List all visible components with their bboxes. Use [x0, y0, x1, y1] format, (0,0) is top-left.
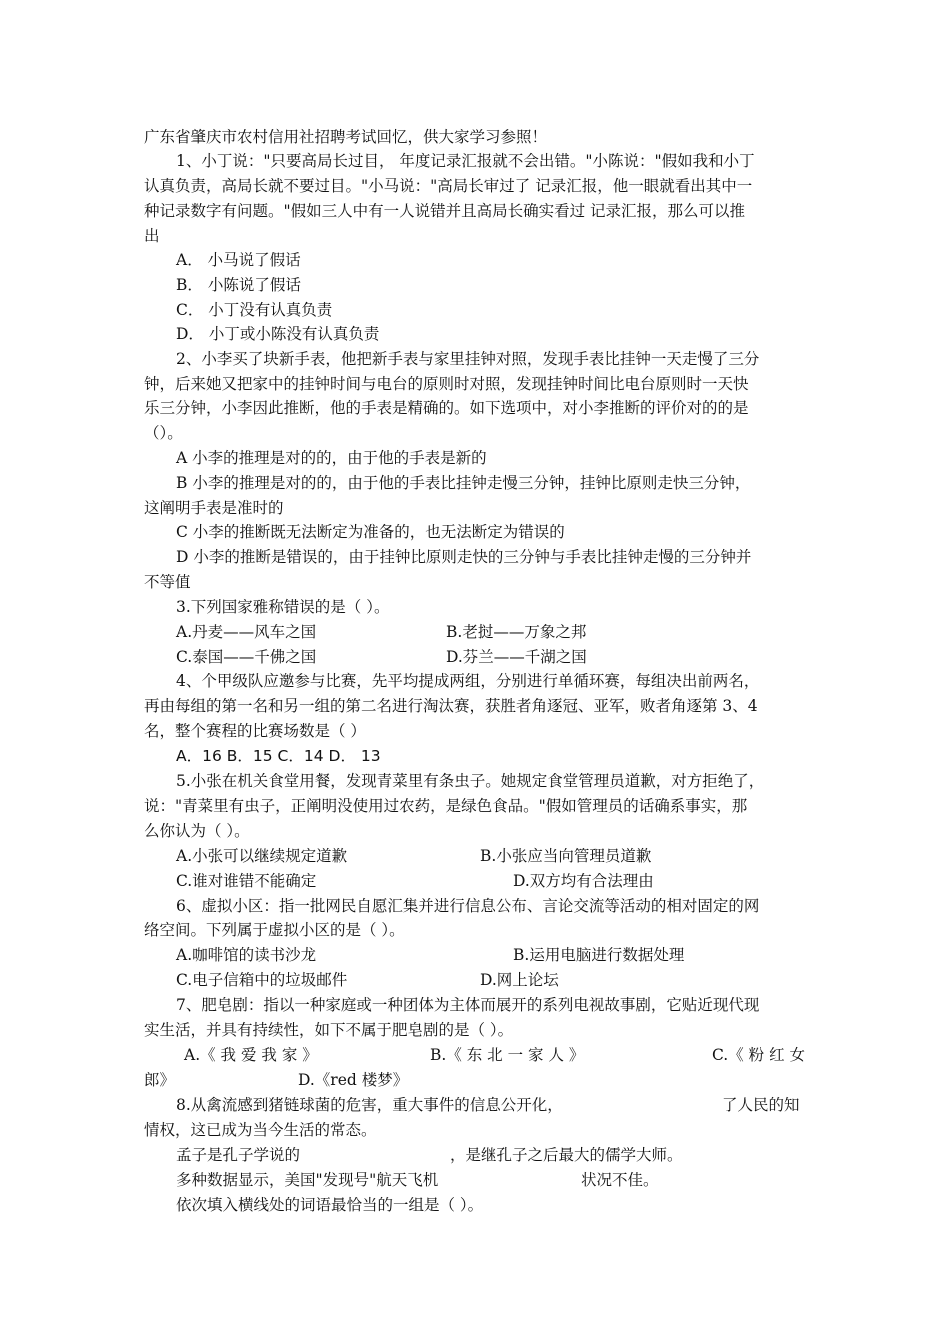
q7-option-c: C.《 粉 红 女	[712, 1046, 806, 1064]
q1-option-b: B． 小陈说了假话	[176, 276, 301, 294]
q4-stem-line-3: 名，整个赛程的比赛场数是（ ）	[144, 722, 366, 740]
q2-stem-line-4: （）。	[144, 424, 183, 442]
q7-stem-line-1: 7、肥皂剧：指以一种家庭或一种团体为主体而展开的系列电视故事剧，它贴近现代现	[176, 996, 760, 1014]
q7-option-d: D.《red 楼梦》	[298, 1071, 409, 1089]
q7-option-b: B.《 东 北 一 家 人 》	[430, 1046, 585, 1064]
q8-instruction: 依次填入横线处的词语最恰当的一组是（ ）。	[176, 1196, 484, 1214]
q2-option-c: C 小李的推断既无法断定为准备的，也无法断定为错误的	[176, 523, 565, 541]
q1-stem-line-3: 种记录数字有问题。"假如三人中有一人说错并且高局长确实看过 记录汇报，那么可以推	[144, 202, 746, 220]
q5-stem-line-1: 5.小张在机关食堂用餐，发现青菜里有条虫子。她规定食堂管理员道歉，对方拒绝了，	[176, 772, 765, 790]
intro-line: 广东省肇庆市农村信用社招聘考试回忆，供大家学习参照！	[144, 128, 548, 146]
q2-option-a: A 小李的推理是对的的，由于他的手表是新的	[176, 449, 487, 467]
q6-stem-line-2: 络空间。下列属于虚拟小区的是（ ）。	[144, 921, 405, 939]
q6-stem-line-1: 6、虚拟小区：指一批网民自愿汇集并进行信息公布、言论交流等活动的相对固定的网	[176, 897, 760, 915]
q6-option-b: B.运用电脑进行数据处理	[513, 946, 685, 964]
q8-stem-line-2: 情权，这已成为当今生活的常态。	[144, 1121, 377, 1139]
q8-stem-line-1a: 8.从禽流感到猪链球菌的危害，重大事件的信息公开化，	[176, 1096, 563, 1114]
q8-stem-line-1b: 了人民的知	[722, 1096, 800, 1114]
q1-option-c: C． 小丁没有认真负责	[176, 301, 333, 319]
q5-option-b: B.小张应当向管理员道歉	[480, 847, 652, 865]
q1-stem-line-1: 1、小丁说："只要高局长过目， 年度记录汇报就不会出错。"小陈说："假如我和小丁	[176, 152, 755, 170]
q5-option-d: D.双方均有合法理由	[513, 872, 654, 890]
q5-stem-line-3: 么你认为（ ）。	[144, 822, 250, 840]
q6-option-c: C.电子信箱中的垃圾邮件	[176, 971, 348, 989]
q3-stem: 3.下列国家雅称错误的是（ ）。	[176, 598, 390, 616]
q2-option-d-line-2: 不等值	[144, 573, 191, 591]
q8-sentence-2a: 孟子是孔子学说的	[176, 1146, 301, 1164]
q7-option-c-cont: 郎》	[144, 1071, 176, 1089]
q6-option-d: D.网上论坛	[480, 971, 559, 989]
q1-option-d: D． 小丁或小陈没有认真负责	[176, 325, 380, 343]
q3-option-c: C.泰国——千佛之国	[176, 648, 317, 666]
q5-option-a: A.小张可以继续规定道歉	[176, 847, 348, 865]
q2-option-d-line-1: D 小李的推断是错误的，由于挂钟比原则走快的三分钟与手表比挂钟走慢的三分钟并	[176, 548, 752, 566]
q3-option-a: A.丹麦——风车之国	[176, 623, 317, 641]
q6-option-a: A.咖啡馆的读书沙龙	[176, 946, 317, 964]
q4-options: A．16 B．15 C．14 D． 13	[176, 747, 381, 765]
q8-sentence-2b: ，是继孔子之后最大的儒学大师。	[450, 1146, 683, 1164]
q8-sentence-3a: 多种数据显示，美国"发现号"航天飞机	[176, 1171, 439, 1189]
q1-stem-line-2: 认真负责，高局长就不要过目。"小马说："高局长审过了 记录汇报，他一眼就看出其中一	[144, 177, 753, 195]
q7-option-a: A.《 我 爱 我 家 》	[184, 1046, 318, 1064]
q3-option-d: D.芬兰——千湖之国	[446, 648, 587, 666]
q5-option-c: C.谁对谁错不能确定	[176, 872, 317, 890]
q1-option-a: A． 小马说了假话	[176, 251, 301, 269]
q8-sentence-3b: 状况不佳。	[581, 1171, 659, 1189]
q7-stem-line-2: 实生活，并具有持续性，如下不属于肥皂剧的是（ ）。	[144, 1021, 514, 1039]
q1-stem-line-4: 出	[144, 227, 160, 245]
q2-stem-line-3: 乐三分钟，小李因此推断，他的手表是精确的。如下选项中，对小李推断的评价对的的是	[144, 399, 749, 417]
q4-stem-line-2: 再由每组的第一名和另一组的第二名进行淘汰赛，获胜者角逐冠、亚军，败者角逐第 3、4	[144, 697, 758, 715]
q2-option-b-line-2: 这阐明手表是准时的	[144, 499, 284, 517]
q4-stem-line-1: 4、个甲级队应邀参与比赛，先平均提成两组，分别进行单循环赛，每组决出前两名，	[176, 672, 760, 690]
q3-option-b: B.老挝——万象之邦	[446, 623, 587, 641]
q2-stem-line-2: 钟，后来她又把家中的挂钟时间与电台的原则时对照，发现挂钟时间比电台原则时一天快	[144, 375, 749, 393]
q2-stem-line-1: 2、小李买了块新手表，他把新手表与家里挂钟对照，发现手表比挂钟一天走慢了三分	[176, 350, 760, 368]
q2-option-b-line-1: B 小李的推理是对的的，由于他的手表比挂钟走慢三分钟，挂钟比原则走快三分钟，	[176, 474, 751, 492]
q5-stem-line-2: 说："青菜里有虫子，正阐明没使用过农药，是绿色食品。"假如管理员的话确系事实，那	[144, 797, 748, 815]
